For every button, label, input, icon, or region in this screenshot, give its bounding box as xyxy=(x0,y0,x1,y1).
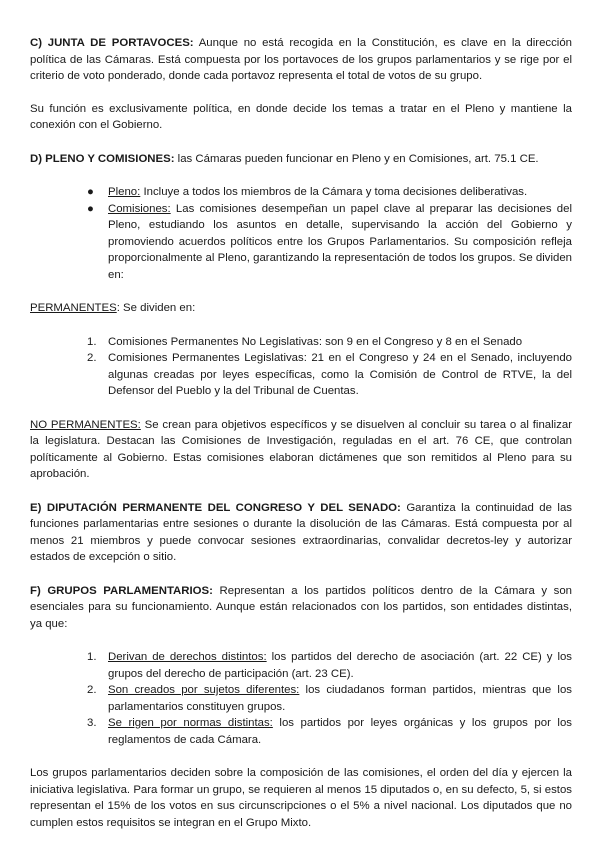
permanentes-label: PERMANENTES xyxy=(30,302,117,314)
section-c-heading: C) JUNTA DE PORTAVOCES: xyxy=(30,37,194,49)
permanentes-paragraph xyxy=(30,300,572,317)
list-item xyxy=(30,715,572,748)
bullet-term: Comisiones: xyxy=(108,202,171,215)
list-item xyxy=(30,350,572,400)
section-f-paragraph xyxy=(30,583,572,633)
bullet-text: Las comisiones desempeñan un papel clave al preparar las decisiones del Pleno, estudiando los asuntos en detalle, supervisando la acción del Gobierno y promoviendo acuerdos políticos entre los Grupos Parlamentarios. Su composición refleja proporcionalmente al Pleno, garantizando la representación de todos los grupos. Se dividen en: xyxy=(108,202,572,281)
section-c-text: Aunque no está recogida en la Constitución, es clave en la dirección política de las Cámaras. Está compuesta por los portavoces de los grupos parlamentarios y se rige por el criterio de voto ponderado, donde cada portavoz representa el total de votos de su grupo. xyxy=(30,37,573,82)
no-permanentes-label: NO PERMANENTES: xyxy=(30,418,141,431)
bullet-item-pleno xyxy=(30,184,572,201)
section-d-heading: D) PLENO Y COMISIONES: xyxy=(30,152,175,165)
no-permanentes-text: Se crean para objetivos específicos y se disuelven al concluir su tarea o al finalizar la legislatura. Destacan las Comisiones de Investigación, reguladas en el art. 76 CE, que controlan políticamente al Gobierno. Estas comisiones elaboran dictámenes que son remitidos al Pleno para su aprobación. xyxy=(30,418,573,480)
list-text: los ciudadanos forman partidos, mientras que los parlamentarios constituyen grupos. xyxy=(108,684,572,713)
section-f-list xyxy=(30,649,572,748)
list-number: 3. xyxy=(87,717,97,729)
bullet-icon: ● xyxy=(87,186,94,198)
section-e-heading: E) DIPUTACIÓN PERMANENTE DEL CONGRESO Y DEL SENADO: xyxy=(30,501,401,514)
section-e-paragraph xyxy=(30,500,572,566)
section-c-paragraph-2: Su función es exclusivamente política, en donde decide los temas a tratar en el Pleno y mantiene la conexión con el Gobierno. xyxy=(30,102,572,131)
bullet-icon: ● xyxy=(87,202,94,215)
list-term: Son creados por sujetos diferentes: xyxy=(108,684,300,696)
document-page xyxy=(30,35,572,831)
list-item xyxy=(30,649,572,682)
list-item xyxy=(30,682,572,715)
section-d-paragraph xyxy=(30,151,572,168)
list-number: 2. xyxy=(87,684,97,696)
list-text: los partidos del derecho de asociación (art. 22 CE) y los grupos del derecho de participación (art. 23 CE). xyxy=(108,651,572,680)
section-f-text: Representan a los partidos políticos dentro de la Cámara y son esenciales para su funcionamiento. Aunque están relacionados con los partidos, son entidades distintas, ya que: xyxy=(30,584,572,630)
bullet-item-comisiones xyxy=(30,201,572,284)
list-text: Comisiones Permanentes No Legislativas: son 9 en el Congreso y 8 en el Senado xyxy=(108,335,523,348)
list-number: 1. xyxy=(87,651,97,663)
list-text: Comisiones Permanentes Legislativas: 21 en el Congreso y 24 en el Senado, incluyendo algunas creadas por leyes específicas, como la Comisión de Control de RTVE, la del Defensor del Pueblo y la del Tribunal de Cuentas. xyxy=(108,352,572,397)
permanentes-list xyxy=(30,334,572,400)
permanentes-text: : Se dividen en: xyxy=(116,302,196,314)
section-f-heading: F) GRUPOS PARLAMENTARIOS: xyxy=(30,584,213,597)
list-text: los partidos por leyes orgánicas y los grupos por los reglamentos de cada Cámara. xyxy=(108,717,572,746)
section-d-bullet-list xyxy=(30,184,572,283)
list-item xyxy=(30,334,572,351)
section-d-text: las Cámaras pueden funcionar en Pleno y en Comisiones, art. 75.1 CE. xyxy=(174,152,539,165)
no-permanentes-paragraph xyxy=(30,417,572,483)
section-f-closing-paragraph: Los grupos parlamentarios deciden sobre la composición de las comisiones, el orden del día y ejercen la iniciativa legislativa. Para formar un grupo, se requieren al menos 15 diputados o, en su defecto, 5, si estos representan el 15% de los votos en sus circunscripciones o el 5% a nivel nacional. Los diputados que no cumplen estos requisitos se integran en el Grupo Mixto. xyxy=(30,767,572,829)
bullet-text: Incluye a todos los miembros de la Cámara y toma decisiones deliberativas. xyxy=(140,186,528,198)
list-term: Se rigen por normas distintas: xyxy=(108,717,273,729)
list-term: Derivan de derechos distintos: xyxy=(108,651,267,663)
list-number: 2. xyxy=(87,352,97,364)
bullet-term: Pleno: xyxy=(108,186,141,198)
list-number: 1. xyxy=(87,335,97,348)
section-c-paragraph xyxy=(30,35,572,85)
section-e-text: Garantiza la continuidad de las funciones parlamentarias entre sesiones o durante la disolución de las Cámaras. Está compuesta por al menos 21 miembros y puede convocar sesiones extraordinarias, convalidar decretos-ley y autorizar estados de excepción o sitio. xyxy=(30,501,572,563)
